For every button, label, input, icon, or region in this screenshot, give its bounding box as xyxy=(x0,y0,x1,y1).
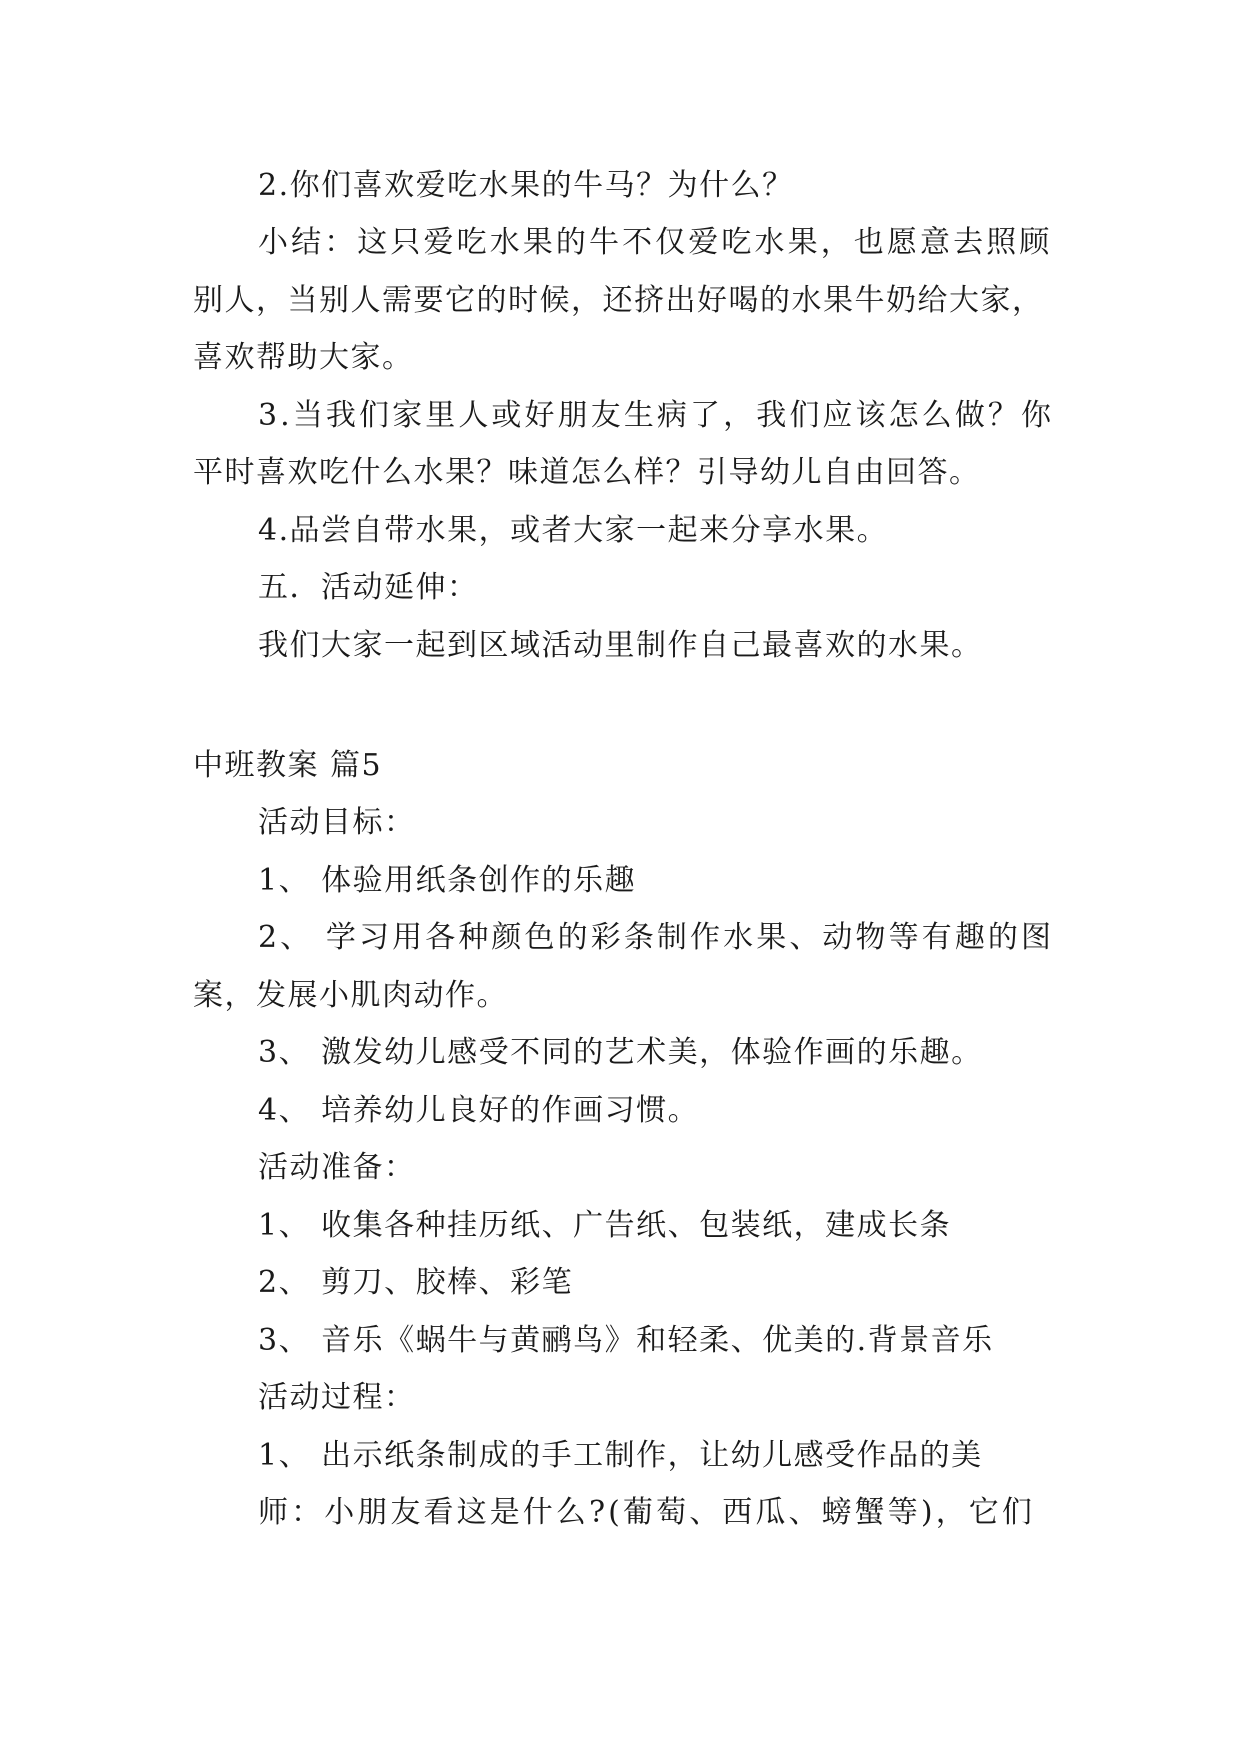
section-heading: 活动过程： xyxy=(258,1380,416,1415)
paragraph-line: 别人，当别人需要它的时候，还挤出好喝的水果牛奶给大家， xyxy=(193,283,1044,318)
list-item: 1、 收集各种挂历纸、广告纸、包装纸，建成长条 xyxy=(258,1208,952,1243)
paragraph-line: 喜欢帮助大家。 xyxy=(193,340,414,375)
paragraph-line: 小结：这只爱吃水果的牛不仅爱吃水果，也愿意去照顾 xyxy=(258,225,1053,260)
list-item: 2、 学习用各种颜色的彩条制作水果、动物等有趣的图 xyxy=(258,920,1055,955)
list-item: 4、 培养幼儿良好的作画习惯。 xyxy=(258,1093,700,1128)
paragraph-line: 2.你们喜欢爱吃水果的牛马？为什么？ xyxy=(258,168,794,203)
list-item: 1、 出示纸条制成的手工制作，让幼儿感受作品的美 xyxy=(258,1438,983,1473)
paragraph-line: 3.当我们家里人或好朋友生病了，我们应该怎么做？你 xyxy=(258,398,1055,433)
list-item: 2、 剪刀、胶棒、彩笔 xyxy=(258,1265,574,1300)
section-heading: 五．活动延伸： xyxy=(258,570,479,605)
list-item: 1、 体验用纸条创作的乐趣 xyxy=(258,863,637,898)
paragraph-line: 平时喜欢吃什么水果？味道怎么样？引导幼儿自由回答。 xyxy=(193,455,981,490)
section-heading: 活动准备： xyxy=(258,1150,416,1185)
paragraph-line: 案，发展小肌肉动作。 xyxy=(193,978,508,1013)
paragraph-line: 我们大家一起到区域活动里制作自己最喜欢的水果。 xyxy=(258,628,983,663)
paragraph-line: 师：小朋友看这是什么?(葡萄、西瓜、螃蟹等)，它们 xyxy=(258,1495,1035,1530)
list-item: 3、 激发幼儿感受不同的艺术美，体验作画的乐趣。 xyxy=(258,1035,983,1070)
paragraph-line: 4.品尝自带水果，或者大家一起来分享水果。 xyxy=(258,513,889,548)
list-item: 3、 音乐《蜗牛与黄鹂鸟》和轻柔、优美的.背景音乐 xyxy=(258,1323,994,1358)
lesson-plan-title: 中班教案 篇5 xyxy=(193,748,383,783)
section-heading: 活动目标： xyxy=(258,805,416,840)
